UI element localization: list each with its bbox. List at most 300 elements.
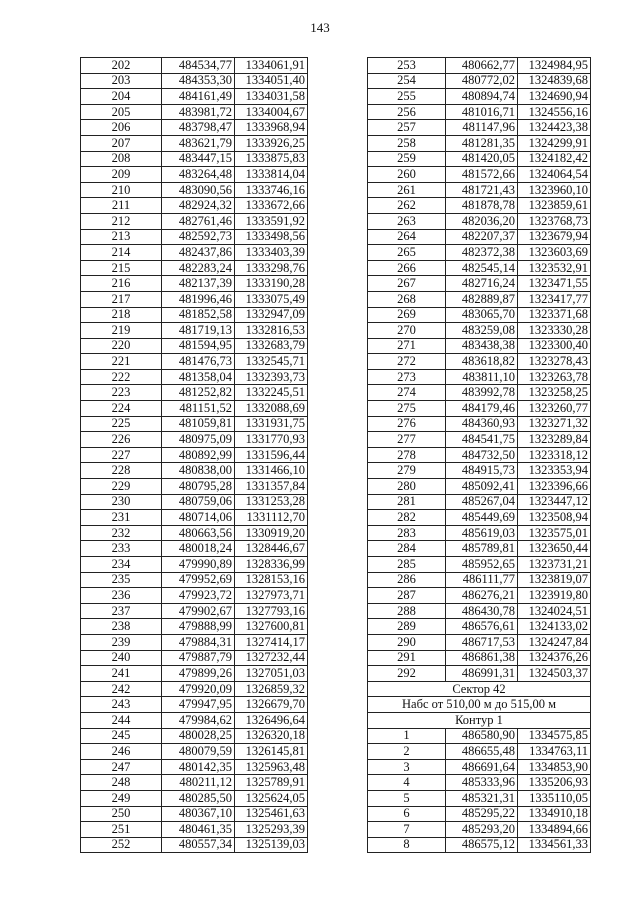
- y-coordinate: 1323396,66: [518, 479, 591, 495]
- y-coordinate: 1333190,28: [235, 276, 308, 292]
- y-coordinate: 1333298,76: [235, 260, 308, 276]
- x-coordinate: 485293,20: [446, 822, 518, 838]
- table-row: [81, 619, 308, 635]
- point-number: 217: [81, 291, 162, 307]
- y-coordinate: 1326859,32: [235, 681, 308, 697]
- point-number: 283: [368, 525, 446, 541]
- table-row: [368, 104, 591, 120]
- x-coordinate: 483438,38: [446, 338, 518, 354]
- y-coordinate: 1333926,25: [235, 135, 308, 151]
- x-coordinate: 482889,87: [446, 291, 518, 307]
- y-coordinate: 1332393,73: [235, 369, 308, 385]
- y-coordinate: 1333591,92: [235, 213, 308, 229]
- y-coordinate: 1323447,12: [518, 494, 591, 510]
- table-row: [368, 759, 591, 775]
- x-coordinate: 482437,86: [162, 245, 235, 261]
- y-coordinate: 1331770,93: [235, 432, 308, 448]
- point-number: 216: [81, 276, 162, 292]
- point-number: 251: [81, 822, 162, 838]
- x-coordinate: 480772,02: [446, 73, 518, 89]
- y-coordinate: 1323819,07: [518, 572, 591, 588]
- point-number: 281: [368, 494, 446, 510]
- x-coordinate: 480795,28: [162, 479, 235, 495]
- point-number: 276: [368, 416, 446, 432]
- y-coordinate: 1331112,70: [235, 510, 308, 526]
- table-row: [81, 775, 308, 791]
- point-number: 278: [368, 447, 446, 463]
- point-number: 214: [81, 245, 162, 261]
- x-coordinate: 480142,35: [162, 759, 235, 775]
- point-number: 236: [81, 588, 162, 604]
- x-coordinate: 479902,67: [162, 603, 235, 619]
- contour-label: Контур 1: [368, 712, 591, 728]
- x-coordinate: 484732,50: [446, 447, 518, 463]
- point-number: 225: [81, 416, 162, 432]
- table-row: [368, 463, 591, 479]
- y-coordinate: 1332088,69: [235, 401, 308, 417]
- table-row: [368, 728, 591, 744]
- x-coordinate: 479990,89: [162, 557, 235, 573]
- table-row: [368, 447, 591, 463]
- table-row: [81, 416, 308, 432]
- y-coordinate: 1323768,73: [518, 213, 591, 229]
- x-coordinate: 481996,46: [162, 291, 235, 307]
- table-row: [81, 354, 308, 370]
- point-number: 285: [368, 557, 446, 573]
- y-coordinate: 1325139,03: [235, 837, 308, 853]
- table-row: [368, 837, 591, 853]
- table-row: [368, 744, 591, 760]
- x-coordinate: 482924,32: [162, 198, 235, 214]
- table-row: [368, 603, 591, 619]
- point-number: 290: [368, 634, 446, 650]
- y-coordinate: 1327051,03: [235, 666, 308, 682]
- table-row: [368, 494, 591, 510]
- y-coordinate: 1323575,01: [518, 525, 591, 541]
- y-coordinate: 1332816,53: [235, 323, 308, 339]
- point-number: 209: [81, 167, 162, 183]
- table-row: [81, 463, 308, 479]
- x-coordinate: 481572,66: [446, 167, 518, 183]
- table-row: [368, 479, 591, 495]
- table-row: [81, 73, 308, 89]
- table-row: [368, 666, 591, 682]
- table-row: [368, 151, 591, 167]
- y-coordinate: 1323960,10: [518, 182, 591, 198]
- y-coordinate: 1333814,04: [235, 167, 308, 183]
- point-number: 259: [368, 151, 446, 167]
- x-coordinate: 482137,39: [162, 276, 235, 292]
- point-number: 219: [81, 323, 162, 339]
- y-coordinate: 1324839,68: [518, 73, 591, 89]
- point-number: 8: [368, 837, 446, 853]
- table-row: [81, 603, 308, 619]
- y-coordinate: 1327232,44: [235, 650, 308, 666]
- y-coordinate: 1323271,32: [518, 416, 591, 432]
- coordinates-table-left: [80, 57, 308, 853]
- table-row: [368, 790, 591, 806]
- x-coordinate: 485092,41: [446, 479, 518, 495]
- y-coordinate: 1323258,25: [518, 385, 591, 401]
- y-coordinate: 1333746,16: [235, 182, 308, 198]
- x-coordinate: 485295,22: [446, 806, 518, 822]
- y-coordinate: 1327600,81: [235, 619, 308, 635]
- y-coordinate: 1332947,09: [235, 307, 308, 323]
- table-row: [368, 354, 591, 370]
- x-coordinate: 482372,38: [446, 245, 518, 261]
- point-number: 218: [81, 307, 162, 323]
- table-row: [368, 432, 591, 448]
- y-coordinate: 1323318,12: [518, 447, 591, 463]
- x-coordinate: 481252,82: [162, 385, 235, 401]
- y-coordinate: 1323532,91: [518, 260, 591, 276]
- table-row: [81, 806, 308, 822]
- point-number: 249: [81, 790, 162, 806]
- table-row: [81, 728, 308, 744]
- y-coordinate: 1334853,90: [518, 759, 591, 775]
- point-number: 3: [368, 759, 446, 775]
- x-coordinate: 480285,50: [162, 790, 235, 806]
- y-coordinate: 1323353,94: [518, 463, 591, 479]
- y-coordinate: 1333498,56: [235, 229, 308, 245]
- table-row: [81, 245, 308, 261]
- point-number: 268: [368, 291, 446, 307]
- x-coordinate: 480461,35: [162, 822, 235, 838]
- x-coordinate: 481594,95: [162, 338, 235, 354]
- x-coordinate: 482716,24: [446, 276, 518, 292]
- point-number: 246: [81, 744, 162, 760]
- y-coordinate: 1325963,48: [235, 759, 308, 775]
- x-coordinate: 484915,73: [446, 463, 518, 479]
- y-coordinate: 1326145,81: [235, 744, 308, 760]
- table-row: [368, 619, 591, 635]
- y-coordinate: 1323278,43: [518, 354, 591, 370]
- x-coordinate: 485619,03: [446, 525, 518, 541]
- y-coordinate: 1328153,16: [235, 572, 308, 588]
- y-coordinate: 1323289,84: [518, 432, 591, 448]
- x-coordinate: 480838,00: [162, 463, 235, 479]
- point-number: 272: [368, 354, 446, 370]
- x-coordinate: 483981,72: [162, 104, 235, 120]
- x-coordinate: 481878,78: [446, 198, 518, 214]
- table-row: [368, 73, 591, 89]
- x-coordinate: 480018,24: [162, 541, 235, 557]
- point-number: 255: [368, 89, 446, 105]
- y-coordinate: 1324133,02: [518, 619, 591, 635]
- table-row: [81, 712, 308, 728]
- x-coordinate: 485952,65: [446, 557, 518, 573]
- point-number: 284: [368, 541, 446, 557]
- table-row: [81, 291, 308, 307]
- point-number: 223: [81, 385, 162, 401]
- point-number: 232: [81, 525, 162, 541]
- y-coordinate: 1324376,26: [518, 650, 591, 666]
- x-coordinate: 480892,99: [162, 447, 235, 463]
- table-row: [81, 541, 308, 557]
- point-number: 282: [368, 510, 446, 526]
- table-row: [368, 634, 591, 650]
- point-number: 257: [368, 120, 446, 136]
- point-number: 6: [368, 806, 446, 822]
- y-coordinate: 1323859,61: [518, 198, 591, 214]
- x-coordinate: 483811,10: [446, 369, 518, 385]
- point-number: 252: [81, 837, 162, 853]
- y-coordinate: 1324690,94: [518, 89, 591, 105]
- point-number: 242: [81, 681, 162, 697]
- point-number: 267: [368, 276, 446, 292]
- y-coordinate: 1323471,55: [518, 276, 591, 292]
- x-coordinate: 479947,95: [162, 697, 235, 713]
- point-number: 204: [81, 89, 162, 105]
- x-coordinate: 479984,62: [162, 712, 235, 728]
- table-row: [368, 307, 591, 323]
- point-number: 275: [368, 401, 446, 417]
- x-coordinate: 486691,64: [446, 759, 518, 775]
- point-number: 208: [81, 151, 162, 167]
- x-coordinate: 486430,78: [446, 603, 518, 619]
- x-coordinate: 480714,06: [162, 510, 235, 526]
- point-number: 4: [368, 775, 446, 791]
- y-coordinate: 1334894,66: [518, 822, 591, 838]
- point-number: 261: [368, 182, 446, 198]
- point-number: 235: [81, 572, 162, 588]
- table-row: [368, 806, 591, 822]
- x-coordinate: 479887,79: [162, 650, 235, 666]
- table-row: [81, 837, 308, 853]
- point-number: 260: [368, 167, 446, 183]
- sector-row: [368, 681, 591, 697]
- x-coordinate: 485789,81: [446, 541, 518, 557]
- table-row: [368, 775, 591, 791]
- table-row: [368, 385, 591, 401]
- point-number: 231: [81, 510, 162, 526]
- coordinates-table-right: [367, 57, 591, 853]
- table-row: [81, 182, 308, 198]
- x-coordinate: 479920,09: [162, 681, 235, 697]
- table-row: [81, 198, 308, 214]
- y-coordinate: 1334575,85: [518, 728, 591, 744]
- y-coordinate: 1326320,18: [235, 728, 308, 744]
- point-number: 202: [81, 58, 162, 74]
- point-number: 238: [81, 619, 162, 635]
- x-coordinate: 481059,81: [162, 416, 235, 432]
- table-row: [368, 525, 591, 541]
- y-coordinate: 1323650,44: [518, 541, 591, 557]
- x-coordinate: 481358,04: [162, 369, 235, 385]
- y-coordinate: 1331931,75: [235, 416, 308, 432]
- y-coordinate: 1323508,94: [518, 510, 591, 526]
- table-row: [368, 822, 591, 838]
- x-coordinate: 486576,61: [446, 619, 518, 635]
- x-coordinate: 480759,06: [162, 494, 235, 510]
- x-coordinate: 485333,96: [446, 775, 518, 791]
- table-row: [368, 338, 591, 354]
- y-coordinate: 1324556,16: [518, 104, 591, 120]
- point-number: 237: [81, 603, 162, 619]
- point-number: 207: [81, 135, 162, 151]
- x-coordinate: 483065,70: [446, 307, 518, 323]
- table-row: [81, 572, 308, 588]
- point-number: 211: [81, 198, 162, 214]
- y-coordinate: 1324247,84: [518, 634, 591, 650]
- x-coordinate: 483090,56: [162, 182, 235, 198]
- x-coordinate: 481721,43: [446, 182, 518, 198]
- y-coordinate: 1323260,77: [518, 401, 591, 417]
- y-coordinate: 1324984,95: [518, 58, 591, 74]
- point-number: 289: [368, 619, 446, 635]
- point-number: 274: [368, 385, 446, 401]
- depth-range-label: Набс от 510,00 м до 515,00 м: [368, 697, 591, 713]
- point-number: 229: [81, 479, 162, 495]
- point-number: 264: [368, 229, 446, 245]
- y-coordinate: 1333875,83: [235, 151, 308, 167]
- y-coordinate: 1325293,39: [235, 822, 308, 838]
- x-coordinate: 481476,73: [162, 354, 235, 370]
- x-coordinate: 482761,46: [162, 213, 235, 229]
- point-number: 269: [368, 307, 446, 323]
- point-number: 292: [368, 666, 446, 682]
- table-row: [368, 245, 591, 261]
- table-row: [368, 401, 591, 417]
- table-row: [81, 338, 308, 354]
- point-number: 227: [81, 447, 162, 463]
- y-coordinate: 1325789,91: [235, 775, 308, 791]
- x-coordinate: 486276,21: [446, 588, 518, 604]
- table-row: [81, 385, 308, 401]
- point-number: 213: [81, 229, 162, 245]
- point-number: 263: [368, 213, 446, 229]
- point-number: 205: [81, 104, 162, 120]
- point-number: 5: [368, 790, 446, 806]
- y-coordinate: 1328336,99: [235, 557, 308, 573]
- point-number: 287: [368, 588, 446, 604]
- table-row: [81, 759, 308, 775]
- x-coordinate: 480367,10: [162, 806, 235, 822]
- x-coordinate: 482545,14: [446, 260, 518, 276]
- table-row: [81, 790, 308, 806]
- table-row: [81, 120, 308, 136]
- point-number: 248: [81, 775, 162, 791]
- table-row: [81, 276, 308, 292]
- y-coordinate: 1326679,70: [235, 697, 308, 713]
- y-coordinate: 1335206,93: [518, 775, 591, 791]
- x-coordinate: 486575,12: [446, 837, 518, 853]
- table-row: [368, 588, 591, 604]
- x-coordinate: 481420,05: [446, 151, 518, 167]
- point-number: 222: [81, 369, 162, 385]
- y-coordinate: 1323731,21: [518, 557, 591, 573]
- table-row: [368, 89, 591, 105]
- y-coordinate: 1323919,80: [518, 588, 591, 604]
- x-coordinate: 480975,09: [162, 432, 235, 448]
- table-row: [81, 697, 308, 713]
- point-number: 228: [81, 463, 162, 479]
- table-row: [81, 323, 308, 339]
- point-number: 244: [81, 712, 162, 728]
- point-number: 271: [368, 338, 446, 354]
- x-coordinate: 480557,34: [162, 837, 235, 853]
- x-coordinate: 479888,99: [162, 619, 235, 635]
- y-coordinate: 1334051,40: [235, 73, 308, 89]
- table-row: [81, 432, 308, 448]
- point-number: 7: [368, 822, 446, 838]
- x-coordinate: 481719,13: [162, 323, 235, 339]
- point-number: 262: [368, 198, 446, 214]
- table-row: [81, 213, 308, 229]
- table-row: [368, 213, 591, 229]
- x-coordinate: 480662,77: [446, 58, 518, 74]
- point-number: 221: [81, 354, 162, 370]
- table-row: [81, 104, 308, 120]
- table-row: [368, 58, 591, 74]
- x-coordinate: 484179,46: [446, 401, 518, 417]
- y-coordinate: 1325461,63: [235, 806, 308, 822]
- y-coordinate: 1323371,68: [518, 307, 591, 323]
- y-coordinate: 1330919,20: [235, 525, 308, 541]
- y-coordinate: 1332545,71: [235, 354, 308, 370]
- y-coordinate: 1323330,28: [518, 323, 591, 339]
- x-coordinate: 483264,48: [162, 167, 235, 183]
- table-row: [368, 229, 591, 245]
- x-coordinate: 480894,74: [446, 89, 518, 105]
- table-row: [81, 260, 308, 276]
- point-number: 215: [81, 260, 162, 276]
- table-row: [81, 58, 308, 74]
- point-number: 291: [368, 650, 446, 666]
- point-number: 286: [368, 572, 446, 588]
- y-coordinate: 1331596,44: [235, 447, 308, 463]
- y-coordinate: 1331253,28: [235, 494, 308, 510]
- x-coordinate: 480211,12: [162, 775, 235, 791]
- point-number: 224: [81, 401, 162, 417]
- table-row: [81, 650, 308, 666]
- table-row: [81, 681, 308, 697]
- x-coordinate: 485449,69: [446, 510, 518, 526]
- x-coordinate: 486991,31: [446, 666, 518, 682]
- x-coordinate: 483992,78: [446, 385, 518, 401]
- point-number: 230: [81, 494, 162, 510]
- table-row: [81, 151, 308, 167]
- point-number: 1: [368, 728, 446, 744]
- x-coordinate: 483447,15: [162, 151, 235, 167]
- x-coordinate: 486655,48: [446, 744, 518, 760]
- x-coordinate: 483259,08: [446, 323, 518, 339]
- table-row: [81, 229, 308, 245]
- y-coordinate: 1334061,91: [235, 58, 308, 74]
- y-coordinate: 1331466,10: [235, 463, 308, 479]
- point-number: 250: [81, 806, 162, 822]
- point-number: 270: [368, 323, 446, 339]
- table-row: [81, 634, 308, 650]
- y-coordinate: 1326496,64: [235, 712, 308, 728]
- table-row: [368, 135, 591, 151]
- y-coordinate: 1334031,58: [235, 89, 308, 105]
- table-row: [368, 572, 591, 588]
- table-row: [368, 541, 591, 557]
- point-number: 234: [81, 557, 162, 573]
- point-number: 280: [368, 479, 446, 495]
- x-coordinate: 484161,49: [162, 89, 235, 105]
- x-coordinate: 483798,47: [162, 120, 235, 136]
- x-coordinate: 479952,69: [162, 572, 235, 588]
- table-row: [81, 89, 308, 105]
- table-row: [81, 479, 308, 495]
- table-row: [368, 167, 591, 183]
- point-number: 279: [368, 463, 446, 479]
- y-coordinate: 1323417,77: [518, 291, 591, 307]
- point-number: 288: [368, 603, 446, 619]
- x-coordinate: 479884,31: [162, 634, 235, 650]
